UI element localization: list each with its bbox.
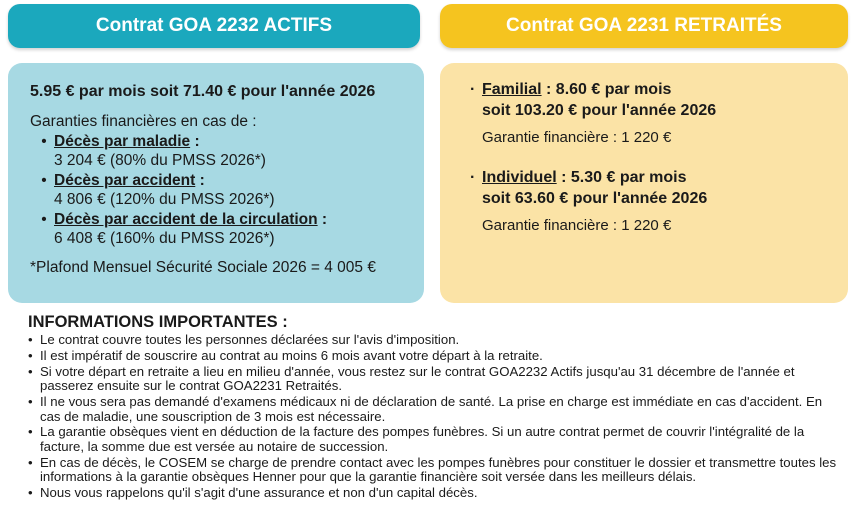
bullet-icon: · bbox=[470, 81, 476, 98]
info-item: • Le contrat couvre toutes les personnes déclarées sur l'avis d'imposition. bbox=[28, 333, 838, 347]
option-label: Familial bbox=[482, 81, 542, 98]
important-info bbox=[28, 313, 838, 502]
guarantees-intro: Garanties financières en cas de : bbox=[30, 113, 257, 130]
option-guarantee: Garantie financière : 1 220 € bbox=[482, 129, 672, 146]
guarantee-colon: : bbox=[190, 133, 200, 150]
option-yearly: soit 103.20 € pour l'année 2026 bbox=[482, 102, 717, 119]
info-item: • Si votre départ en retraite a lieu en milieu d'année, vous restez sur le contrat GOA2232 Actifs jusqu'au 31 décembre de l'année et passerez ensuite sur le contrat GOA2231 Retraités. bbox=[28, 365, 838, 394]
option-price: : 5.30 € par mois bbox=[556, 169, 687, 186]
guarantee-accident bbox=[30, 171, 424, 209]
guarantee-label: Décès par maladie bbox=[54, 133, 191, 150]
bullet-icon: • bbox=[41, 172, 47, 189]
info-item: • Nous vous rappelons qu'il s'agit d'une assurance et non d'un capital décès. bbox=[28, 486, 838, 500]
info-item: • En cas de décès, le COSEM se charge de prendre contact avec les pompes funèbres pour constituer le dossier et transmettre toutes les informations à la garantie obsèques Henner pour que la garantie financière soit versée dans les meilleurs délais. bbox=[28, 456, 838, 485]
retraites-panel bbox=[440, 63, 848, 303]
option-individuel bbox=[470, 168, 848, 236]
guarantee-label: Décès par accident de la circulation bbox=[54, 211, 318, 228]
actifs-panel bbox=[8, 63, 424, 303]
guarantee-colon: : bbox=[195, 172, 205, 189]
info-title: INFORMATIONS IMPORTANTES : bbox=[28, 313, 288, 331]
option-familial bbox=[470, 80, 848, 148]
guarantee-traffic-accident bbox=[30, 210, 424, 248]
guarantee-label: Décès par accident bbox=[54, 172, 196, 189]
option-yearly: soit 63.60 € pour l'année 2026 bbox=[482, 190, 708, 207]
info-list bbox=[28, 333, 838, 500]
guarantee-value: 4 806 € (120% du PMSS 2026*) bbox=[54, 191, 275, 208]
option-guarantee: Garantie financière : 1 220 € bbox=[482, 217, 672, 234]
bullet-icon: • bbox=[41, 211, 47, 228]
bullet-icon: · bbox=[470, 169, 476, 186]
guarantee-value: 3 204 € (80% du PMSS 2026*) bbox=[54, 152, 266, 169]
actifs-price: 5.95 € par mois soit 71.40 € pour l'année 2026 bbox=[30, 83, 376, 100]
guarantee-value: 6 408 € (160% du PMSS 2026*) bbox=[54, 230, 275, 247]
option-price: : 8.60 € par mois bbox=[541, 81, 672, 98]
guarantee-illness bbox=[30, 132, 424, 170]
contract-actifs-header: Contrat GOA 2232 ACTIFS bbox=[8, 4, 420, 48]
contract-retraites-header: Contrat GOA 2231 RETRAITÉS bbox=[440, 4, 848, 48]
bullet-icon: • bbox=[41, 133, 47, 150]
pmss-footnote: *Plafond Mensuel Sécurité Sociale 2026 = 4 005 € bbox=[30, 259, 376, 276]
option-label: Individuel bbox=[482, 169, 557, 186]
info-item: • Il ne vous sera pas demandé d'examens médicaux ni de déclaration de santé. La prise en charge est immédiate en cas d'accident. En cas de maladie, une souscription de 3 mois est nécessaire. bbox=[28, 395, 838, 424]
guarantee-colon: : bbox=[317, 211, 328, 228]
info-item: • Il est impératif de souscrire au contrat au moins 6 mois avant votre départ à la retraite. bbox=[28, 349, 838, 363]
info-item: • La garantie obsèques vient en déduction de la facture des pompes funèbres. Si un autre contrat permet de couvrir l'intégralité de la facture, la somme due est versée au notaire de succession. bbox=[28, 425, 838, 454]
